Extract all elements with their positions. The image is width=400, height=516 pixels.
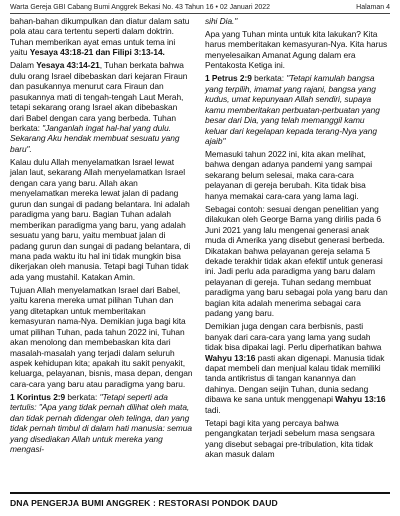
header-publication-info: Warta Gereja GBI Cabang Bumi Anggrek Bekasi No. 43 Tahun 16 • 02 Januari 2022: [10, 4, 271, 11]
paragraph: [10, 392, 193, 455]
body-text: tadi.: [205, 404, 221, 415]
paragraph: Memasuki tahun 2022 ini, kita akan melihat, bahwa dengan adanya pandemi yang sampai sekarang belum selesai, maka cara-cara pelayanan di gereja berubah. Kita tidak bisa hanya memakai cara-cara yang lama lagi.: [205, 148, 373, 201]
right-column: [205, 16, 388, 462]
body-text: berkata:: [251, 73, 287, 84]
paragraph: [205, 73, 388, 146]
left-column: [10, 16, 193, 457]
verse-reference: 1 Petrus 2:9: [205, 73, 252, 84]
verse-reference: 1 Korintus 2:9: [10, 391, 66, 402]
page-footer: [0, 492, 400, 516]
verse-reference: Yesaya 43:14-21: [36, 60, 100, 71]
paragraph: [10, 16, 193, 58]
body-text: pasti akan digenapi. Manusia tidak dapat membeli dan menjual kalau tidak memiliki tanda antikristus di tangan kanannya dan dahinya. Dengan seijin Tuhan, dunia sedang dibawa ke sana untuk menggenapi: [205, 352, 385, 405]
paragraph: Tetapi bagi kita yang percaya bahwa pengangkatan terjadi sebelum masa sengsara yang disebut sebagai pre-tribulation, kita tidak akan masuk dalam: [205, 417, 375, 460]
body-text: , Tuhan berkata bahwa dulu orang Israel dibebaskan dari kejaran Firaun dan pasukannya menurut cara Firaun dan pasukannya mati di tengah-tengah Laut Merah, tetapi sekarang orang Israel akan dibebaskan dari Babel dengan cara yang berbeda. Tuhan berkata:: [10, 60, 188, 134]
quote-text: "Tetapi seperti ada tertulis: "Apa yang tidak pernah dilihat oleh mata, dan tidak pernah didengar oleh telinga, dan yang tidak pernah timbul di dalam hati manusia: semua yang disediakan Allah untuk mereka yang mengasi-: [10, 391, 192, 455]
verse-reference: Yesaya 43:18-21 dan Filipi 3:13-14.: [29, 47, 165, 58]
body-text: bahan-bahan dikumpulkan dan diatur dalam satu pola atau cara tertentu seperti dalam doktrin. Tuhan memberikan ayat emas untuk tema ini yaitu: [10, 16, 190, 58]
paragraph: [10, 60, 193, 154]
quote-text: "Tetapi kamulah bangsa yang terpilih, imamat yang rajani, bangsa yang kudus, umat kepunyaan Allah sendiri, supaya kamu memberitakan perbuatan-perbuatan yang besar dari Dia, yang telah memanggil kamu keluar dari kegelapan kepada terang-Nya yang ajaib": [205, 73, 380, 146]
footer-divider: [10, 492, 390, 494]
page-header: [10, 2, 390, 14]
body-text: berkata:: [65, 391, 100, 402]
footer-motto: DNA PENGERJA BUMI ANGGREK : RESTORASI PONDOK DAUD: [10, 498, 278, 508]
paragraph: Apa yang Tuhan minta untuk kita lakukan? Kita harus memberitakan kemasyuran-Nya. Kita harus menyelesaikan Amanat Agung dalam era Pentakosta Ketiga ini.: [205, 28, 388, 71]
body-text: Dalam: [10, 60, 37, 71]
verse-reference: Wahyu 13:16: [335, 394, 386, 405]
paragraph: Kalau dulu Allah menyelamatkan Israel lewat jalan laut, sekarang Allah menyelamatkan Israel dengan cara yang baru. Allah akan menyelamatkan mereka lewat jalan di padang gurun dan sungai di padang belantara. Ini adalah paradigma yang baru. Bagian Tuhan adalah memberikan paradigma yang baru, yang adalah sesuatu yang baru, yaitu membuat jalan di padang gurun dan sungai di padang belantara, di mana pada waktu itu hal ini tidak mungkin bisa dikerjakan oleh manusia. Tetapi bagi Tuhan tidak ada yang mustahil. Katakan Amin.: [10, 156, 191, 282]
verse-reference: Wahyu 13:16: [205, 352, 256, 363]
paragraph: [205, 321, 388, 415]
paragraph: Sebagai contoh: sesuai dengan penelitian yang dilakukan oleh George Barna yang dirilis pada 6 Juni 2021 yang lalu mengenai generasi anak muda di Amerika yang disebut generasi berbeda. Dikatakan bahwa pelayanan gereja selama 5 dekade terakhir tidak akan efektif untuk generasi ini. Jadi perlu ada paradigma yang baru dalam pelayanan di gereja. Tuhan sedang membuat paradigma yang baru sebagai pola yang baru dan bagian kita adalah menerima sebagai cara padang yang baru.: [205, 203, 388, 319]
header-page-number: Halaman 4: [356, 4, 390, 11]
quote-text: "Janganlah ingat hal-hal yang dulu. Sekarang Aku hendak membuat sesuatu yang baru".: [10, 123, 180, 154]
paragraph: [205, 16, 388, 26]
body-text: Demikian juga dengan cara berbisnis, pasti banyak dari cara-cara yang lama yang sudah tidak bisa dipakai lagi. Perlu diperhatikan bahwa: [205, 321, 382, 353]
paragraph: Tujuan Allah menyelamatkan Israel dari Babel, yaitu karena mereka umat pilihan Tuhan dan yang ditetapkan untuk memberitakan kemasyuran nama-Nya. Demikian juga bagi kita umat pilihan Tuhan, pada tahun 2022 ini, Tuhan akan menolong dan membebaskan kita dari masalah-masalah yang terjadi dalam seluruh aspek kehidupan kita; apakah itu sakit penyakit, keluarga, pelayanan, bisnis, masa depan, dengan cara-cara yang baru atau paradigma yang baru.: [10, 284, 193, 389]
quote-text: sihi Dia.": [205, 16, 238, 26]
